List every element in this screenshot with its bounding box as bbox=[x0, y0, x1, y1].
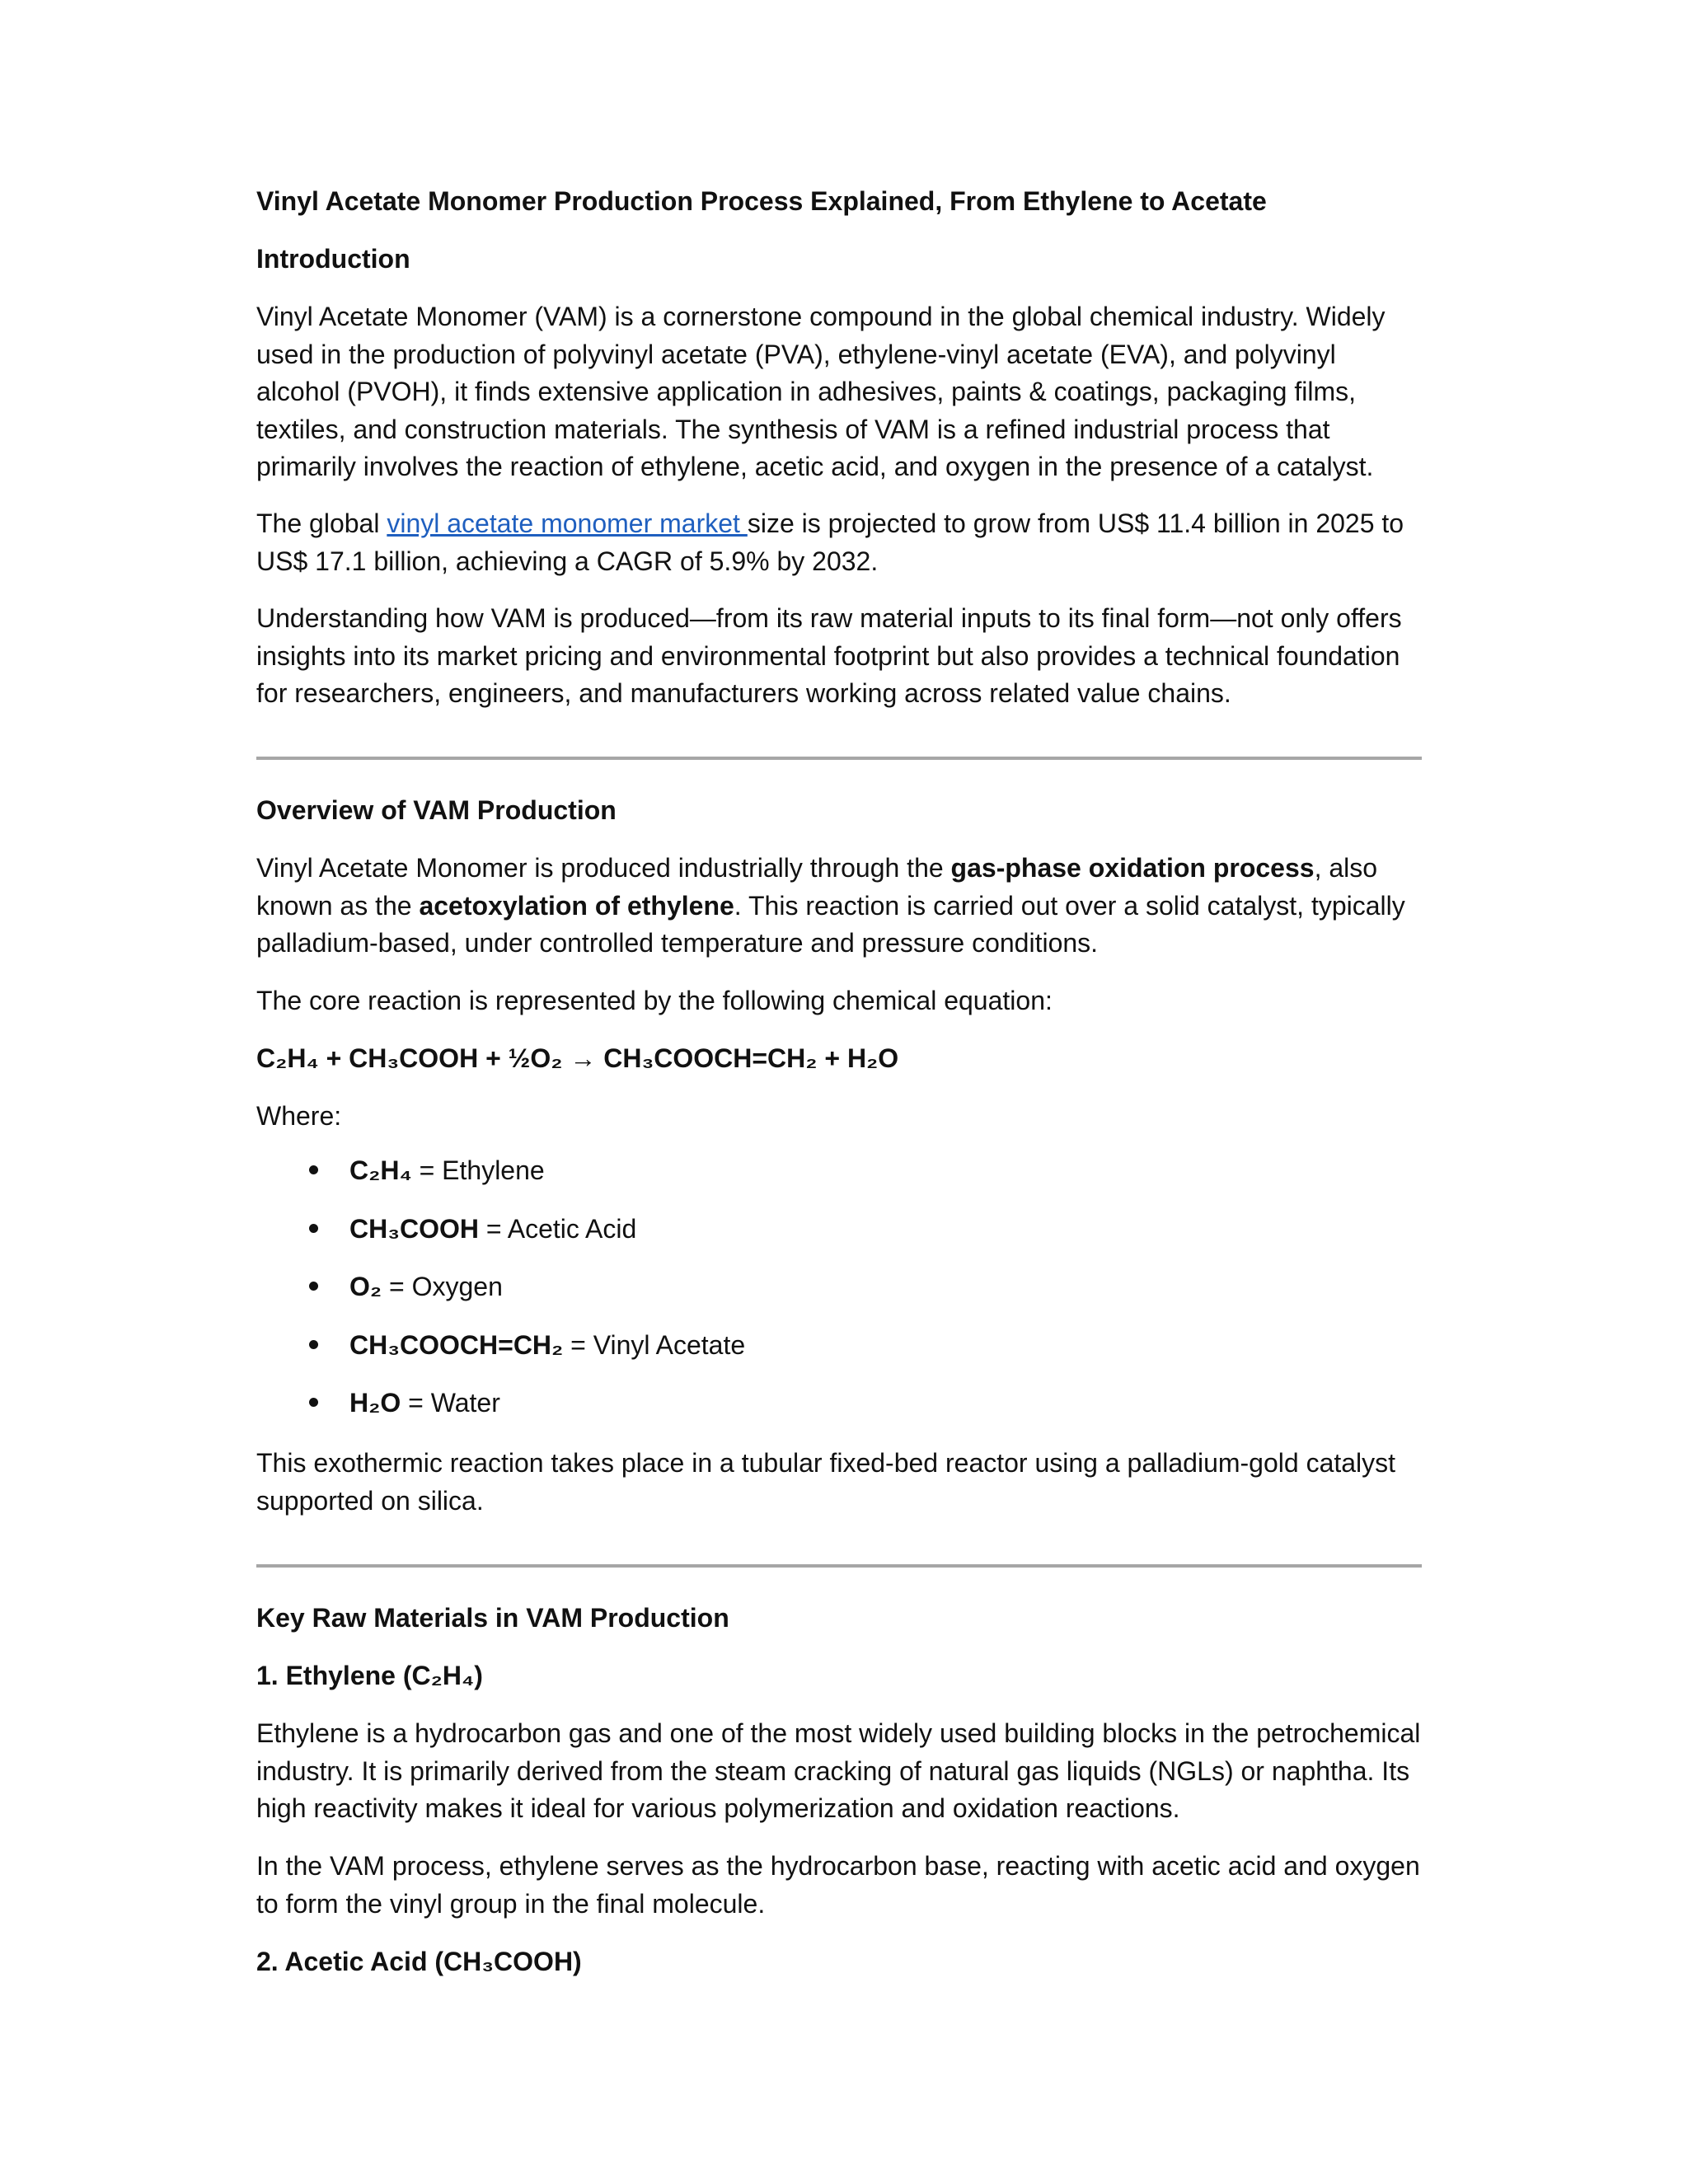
reactant-list bbox=[256, 1152, 1427, 1443]
market-report-link[interactable]: vinyl acetate monomer market bbox=[387, 509, 748, 538]
list-item bbox=[256, 1327, 1427, 1385]
raw-materials-heading: Key Raw Materials in VAM Production bbox=[256, 1603, 729, 1633]
market-text-after-link: size is projected to grow from US$ 11.4 billion in 2025 to US$ 17.1 billion, achieving a CAGR of 5.9% by 2032. bbox=[256, 509, 1404, 576]
reactor-paragraph: This exothermic reaction takes place in a tubular fixed-bed reactor using a palladium-gold catalyst supported on silica. bbox=[256, 1448, 1396, 1516]
introduction-paragraph: Vinyl Acetate Monomer (VAM) is a cornerstone compound in the global chemical industry. Widely used in the production of polyvinyl acetate (PVA), ethylene-vinyl acetate (EVA), and polyvinyl alcohol (PVOH), it finds extensive application in adhesives, paints & coatings, packaging films, textiles, and construction materials. The synthesis of VAM is a refined industrial process that primarily involves the reaction of ethylene, acetic acid, and oxygen in the presence of a catalyst. bbox=[256, 302, 1386, 482]
introduction-heading: Introduction bbox=[256, 244, 410, 274]
acetic-acid-subheading: 2. Acetic Acid (CH₃COOH) bbox=[256, 1947, 582, 1976]
definition: = Water bbox=[401, 1388, 500, 1418]
bullet-icon bbox=[309, 1340, 318, 1349]
list-item bbox=[256, 1211, 1427, 1269]
equation-intro: The core reaction is represented by the following chemical equation: bbox=[256, 986, 1053, 1015]
bullet-icon bbox=[309, 1165, 318, 1174]
definition: = Ethylene bbox=[411, 1155, 545, 1185]
ethylene-role-paragraph: In the VAM process, ethylene serves as the hydrocarbon base, reacting with acetic acid and oxygen to form the vinyl group in the final molecule. bbox=[256, 1851, 1420, 1919]
market-size-paragraph bbox=[256, 505, 1427, 580]
ethylene-paragraph: Ethylene is a hydrocarbon gas and one of the most widely used building blocks in the petrochemical industry. It is primarily derived from the steam cracking of natural gas liquids (NGLs) or naphtha. Its high reactivity makes it ideal for various polymerization and oxidation reactions. bbox=[256, 1718, 1421, 1824]
list-item bbox=[256, 1152, 1427, 1211]
chemical-equation: C₂H₄ + CH₃COOH + ½O₂ → CH₃COOCH=CH₂ + H₂O bbox=[256, 1043, 899, 1073]
definition: = Acetic Acid bbox=[479, 1213, 637, 1244]
formula: CH₃COOCH=CH₂ bbox=[349, 1329, 564, 1360]
list-item bbox=[256, 1385, 1427, 1443]
bullet-icon bbox=[309, 1282, 318, 1291]
process-name: gas-phase oxidation process bbox=[950, 853, 1315, 883]
market-text-before-link: The global bbox=[256, 509, 387, 538]
section-divider bbox=[256, 1564, 1422, 1568]
overview-text: Vinyl Acetate Monomer is produced industrially through the bbox=[256, 853, 951, 883]
bullet-icon bbox=[309, 1398, 318, 1407]
formula: O₂ bbox=[349, 1272, 382, 1301]
overview-heading: Overview of VAM Production bbox=[256, 795, 617, 825]
list-item bbox=[256, 1268, 1427, 1327]
document-title: Vinyl Acetate Monomer Production Process Explained, From Ethylene to Acetate bbox=[256, 186, 1267, 216]
section-divider bbox=[256, 757, 1422, 760]
definition: = Oxygen bbox=[382, 1272, 503, 1301]
overview-text: , also known as the bbox=[256, 853, 1378, 921]
reaction-name: acetoxylation of ethylene bbox=[419, 890, 734, 921]
bullet-icon bbox=[309, 1224, 318, 1233]
overview-text: . This reaction is carried out over a solid catalyst, typically palladium-based, under controlled temperature and pressure conditions. bbox=[256, 890, 1405, 958]
where-label: Where: bbox=[256, 1101, 342, 1131]
formula: CH₃COOH bbox=[349, 1213, 480, 1244]
formula: C₂H₄ bbox=[349, 1155, 412, 1185]
overview-paragraph bbox=[256, 850, 1427, 963]
ethylene-subheading: 1. Ethylene (C₂H₄) bbox=[256, 1661, 483, 1690]
formula: H₂O bbox=[349, 1388, 401, 1418]
definition: = Vinyl Acetate bbox=[563, 1329, 746, 1360]
understanding-paragraph: Understanding how VAM is produced—from its raw material inputs to its final form—not only offers insights into its market pricing and environmental footprint but also provides a technical foundation for researchers, engineers, and manufacturers working across related value chains. bbox=[256, 603, 1402, 709]
